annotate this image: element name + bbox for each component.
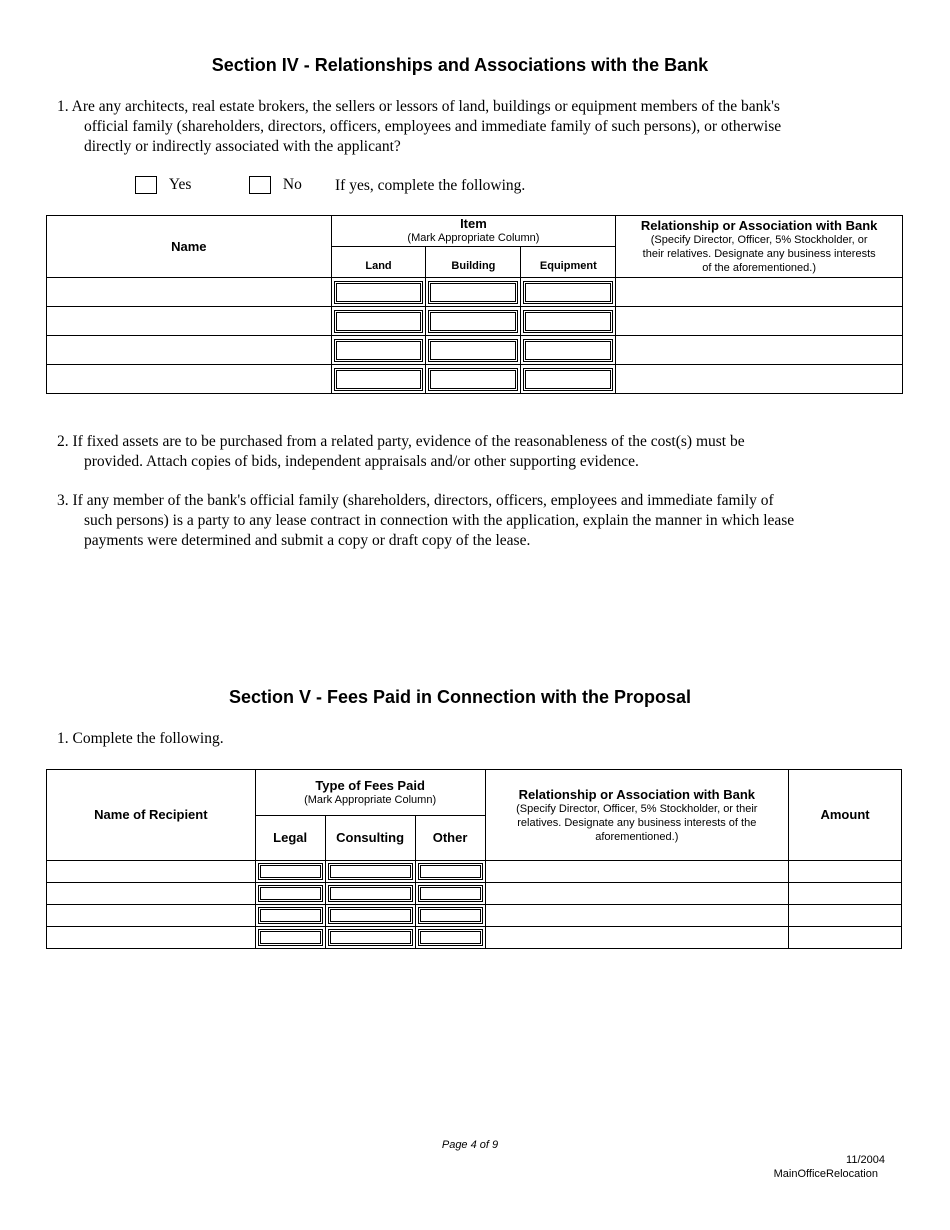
building-mark-cell[interactable] xyxy=(426,365,521,394)
relationship-cell[interactable] xyxy=(616,365,903,394)
equipment-column-header: Equipment xyxy=(539,260,597,272)
building-mark-cell[interactable] xyxy=(426,278,521,307)
fees-header: Type of Fees Paid xyxy=(315,778,425,793)
question-1-line-2: official family (shareholders, directors, officers, employees and immediate family of such persons), or otherwise xyxy=(84,118,782,135)
legal-mark-cell[interactable] xyxy=(255,905,325,927)
section-iv-title: Section IV - Relationships and Associations with the Bank xyxy=(211,55,709,75)
recipient-cell[interactable] xyxy=(47,927,256,949)
equipment-mark-cell[interactable] xyxy=(521,336,616,365)
other-mark-cell[interactable] xyxy=(415,883,485,905)
other-mark-box[interactable] xyxy=(418,863,483,880)
consulting-mark-box[interactable] xyxy=(328,907,413,924)
question-3-line-2: such persons) is a party to any lease contract in connection with the application, explain the manner in which lease xyxy=(84,512,795,529)
equipment-mark-box[interactable] xyxy=(523,339,613,362)
equipment-mark-cell[interactable] xyxy=(521,307,616,336)
amount-header-cell xyxy=(789,770,902,861)
section-v-question-1: 1. Complete the following. xyxy=(57,730,224,747)
no-checkbox[interactable] xyxy=(249,176,271,194)
question-1-line-3: directly or indirectly associated with the applicant? xyxy=(84,138,401,155)
item-header-cell xyxy=(331,216,616,247)
consulting-mark-cell[interactable] xyxy=(325,927,415,949)
legal-mark-cell[interactable] xyxy=(255,927,325,949)
equipment-mark-cell[interactable] xyxy=(521,278,616,307)
relationship-note-line-1: (Specify Director, Officer, 5% Stockholder, or xyxy=(650,233,868,246)
table-row xyxy=(47,365,903,394)
item-header: Item xyxy=(460,216,487,231)
building-column-header: Building xyxy=(451,260,496,272)
relationship-header: Relationship or Association with Bank xyxy=(640,217,878,233)
no-label: No xyxy=(282,176,302,193)
if-yes-instruction: If yes, complete the following. xyxy=(335,177,526,194)
recipient-header: Name of Recipient xyxy=(94,807,208,822)
relationship-cell[interactable] xyxy=(616,307,903,336)
fees-subheader: (Mark Appropriate Column) xyxy=(304,794,437,806)
table-row xyxy=(47,905,902,927)
legal-mark-box[interactable] xyxy=(258,907,323,924)
consulting-mark-cell[interactable] xyxy=(325,861,415,883)
table-row xyxy=(47,278,903,307)
name-cell[interactable] xyxy=(47,365,332,394)
table-row xyxy=(47,883,902,905)
name-cell[interactable] xyxy=(47,278,332,307)
consulting-mark-box[interactable] xyxy=(328,863,413,880)
other-mark-box[interactable] xyxy=(418,929,483,946)
question-3-line-3: payments were determined and submit a copy or draft copy of the lease. xyxy=(84,532,531,549)
building-header-cell xyxy=(426,247,521,278)
question-1-text xyxy=(57,97,917,157)
amount-header: Amount xyxy=(820,807,870,822)
amount-cell[interactable] xyxy=(789,861,902,883)
land-header-cell xyxy=(331,247,426,278)
item-subheader: (Mark Appropriate Column) xyxy=(407,232,540,244)
land-mark-cell[interactable] xyxy=(331,278,426,307)
other-header-cell xyxy=(415,816,485,861)
other-mark-cell[interactable] xyxy=(415,905,485,927)
question-2-text xyxy=(57,432,917,472)
question-1-line-1: 1. Are any architects, real estate brokers, the sellers or lessors of land, buildings or equipment members of the bank's xyxy=(57,98,780,115)
consulting-mark-cell[interactable] xyxy=(325,883,415,905)
relationship-header-cell xyxy=(616,216,903,278)
equipment-mark-box[interactable] xyxy=(523,281,613,304)
fees-relationship-note-line-3: aforementioned.) xyxy=(595,830,679,843)
yes-label: Yes xyxy=(168,176,192,193)
yes-option[interactable] xyxy=(135,175,191,195)
fees-relationship-header-cell xyxy=(485,770,789,861)
fees-relationship-cell[interactable] xyxy=(485,883,789,905)
fees-relationship-note-line-2: relatives. Designate any business interests of the xyxy=(517,816,757,829)
equipment-header-cell xyxy=(521,247,616,278)
recipient-header-cell xyxy=(47,770,256,861)
building-mark-box[interactable] xyxy=(428,310,518,333)
table-row xyxy=(47,927,902,949)
equipment-mark-box[interactable] xyxy=(523,368,613,391)
land-mark-cell[interactable] xyxy=(331,307,426,336)
other-mark-box[interactable] xyxy=(418,907,483,924)
consulting-mark-cell[interactable] xyxy=(325,905,415,927)
fees-table xyxy=(46,769,902,949)
yes-checkbox[interactable] xyxy=(135,176,157,194)
relationship-cell[interactable] xyxy=(616,278,903,307)
amount-cell[interactable] xyxy=(789,883,902,905)
recipient-cell[interactable] xyxy=(47,905,256,927)
question-3-line-1: 3. If any member of the bank's official family (shareholders, directors, officers, employees and immediate family of xyxy=(57,492,774,509)
land-mark-box[interactable] xyxy=(334,310,424,333)
other-mark-box[interactable] xyxy=(418,885,483,902)
building-mark-cell[interactable] xyxy=(426,307,521,336)
relationships-table xyxy=(46,215,903,394)
other-mark-cell[interactable] xyxy=(415,927,485,949)
relationship-note-line-3: of the aforementioned.) xyxy=(702,261,817,274)
fees-relationship-header: Relationship or Association with Bank xyxy=(518,786,755,802)
land-mark-cell[interactable] xyxy=(331,365,426,394)
amount-cell[interactable] xyxy=(789,927,902,949)
table-row xyxy=(47,307,903,336)
legal-mark-cell[interactable] xyxy=(255,861,325,883)
no-option[interactable] xyxy=(249,175,302,195)
legal-mark-cell[interactable] xyxy=(255,883,325,905)
building-mark-box[interactable] xyxy=(428,281,518,304)
recipient-cell[interactable] xyxy=(47,883,256,905)
relationship-note-line-2: their relatives. Designate any business interests xyxy=(642,247,876,260)
other-column-header: Other xyxy=(432,830,468,845)
section-v-title: Section V - Fees Paid in Connection with the Proposal xyxy=(228,687,692,707)
question-2-line-2: provided. Attach copies of bids, independent appraisals and/or other supporting evidence. xyxy=(84,453,639,470)
land-mark-box[interactable] xyxy=(334,281,424,304)
name-cell[interactable] xyxy=(47,336,332,365)
recipient-cell[interactable] xyxy=(47,861,256,883)
amount-cell[interactable] xyxy=(789,905,902,927)
form-date: 11/2004 xyxy=(846,1154,885,1166)
consulting-mark-box[interactable] xyxy=(328,929,413,946)
name-header: Name xyxy=(171,238,207,254)
name-header-cell xyxy=(47,216,332,278)
legal-header-cell xyxy=(255,816,325,861)
equipment-mark-cell[interactable] xyxy=(521,365,616,394)
equipment-mark-box[interactable] xyxy=(523,310,613,333)
land-mark-box[interactable] xyxy=(334,368,424,391)
legal-mark-box[interactable] xyxy=(258,885,323,902)
legal-column-header: Legal xyxy=(273,830,308,845)
table-row xyxy=(47,861,902,883)
fees-relationship-note-line-1: (Specify Director, Officer, 5% Stockholder, or their xyxy=(516,802,758,815)
fees-relationship-cell[interactable] xyxy=(485,905,789,927)
name-cell[interactable] xyxy=(47,307,332,336)
other-mark-cell[interactable] xyxy=(415,861,485,883)
fees-header-cell xyxy=(255,770,485,816)
land-column-header: Land xyxy=(365,260,392,272)
form-name: MainOfficeRelocation xyxy=(773,1168,878,1180)
page-number: Page 4 of 9 xyxy=(441,1139,499,1151)
legal-mark-box[interactable] xyxy=(258,929,323,946)
relationship-cell[interactable] xyxy=(616,336,903,365)
table-row xyxy=(47,336,903,365)
question-3-text xyxy=(57,491,917,551)
building-mark-box[interactable] xyxy=(428,339,518,362)
legal-mark-box[interactable] xyxy=(258,863,323,880)
consulting-header-cell xyxy=(325,816,415,861)
land-mark-box[interactable] xyxy=(334,339,424,362)
fees-relationship-cell[interactable] xyxy=(485,861,789,883)
building-mark-box[interactable] xyxy=(428,368,518,391)
question-2-line-1: 2. If fixed assets are to be purchased from a related party, evidence of the reasonableness of the cost(s) must be xyxy=(57,433,745,450)
fees-relationship-cell[interactable] xyxy=(485,927,789,949)
building-mark-cell[interactable] xyxy=(426,336,521,365)
land-mark-cell[interactable] xyxy=(331,336,426,365)
consulting-column-header: Consulting xyxy=(336,830,405,845)
consulting-mark-box[interactable] xyxy=(328,885,413,902)
